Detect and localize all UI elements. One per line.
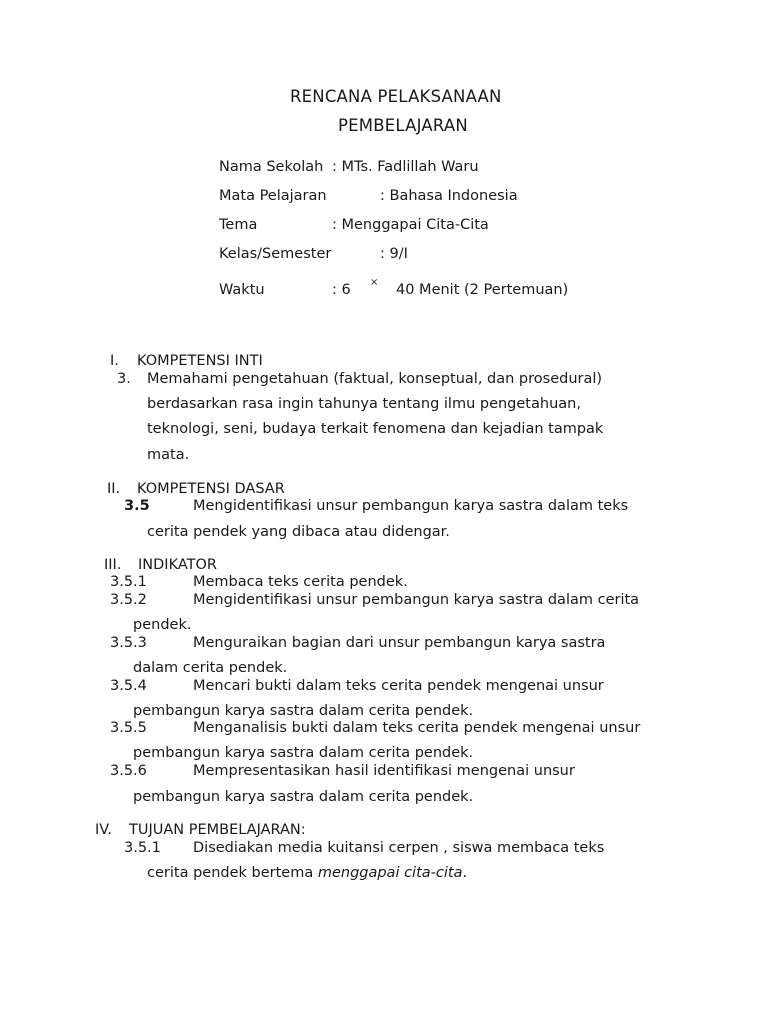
subject-value: : Bahasa Indonesia [380,188,518,204]
indikator-text: Membaca teks cerita pendek. [193,574,408,590]
indikator-text: Mempresentasikan hasil identifikasi mengenai unsur [193,763,575,779]
title-line-1: RENCANA PELAKSANAAN [290,87,502,106]
section1-heading: KOMPETENSI INTI [137,353,263,369]
section3-heading: INDIKATOR [138,557,217,573]
school-label: Nama Sekolah [219,159,324,175]
section1-line: teknologi, seni, budaya terkait fenomena dan kejadian tampak [147,421,604,437]
indikator-text-cont: pembangun karya sastra dalam cerita pendek. [133,745,474,761]
theme-value: : Menggapai Cita-Cita [332,217,489,233]
section4-item-number: 3.5.1 [124,840,161,856]
section4-line-2-plain: cerita pendek bertema [147,865,318,881]
section2-number: II. [107,481,121,497]
section4-line-2 [147,864,467,882]
time-value-b: 40 Menit (2 Pertemuan) [396,282,569,298]
class-value: : 9/I [380,246,408,262]
section4-line-2-italic: menggapai cita-cita [317,865,463,881]
section4-line: Disediakan media kuitansi cerpen , siswa membaca teks [193,840,605,856]
times-symbol: × [370,277,379,288]
section4-heading: TUJUAN PEMBELAJARAN: [129,822,306,838]
title-line-2: PEMBELAJARAN [338,116,468,135]
indikator-text-cont: dalam cerita pendek. [133,660,288,676]
indikator-number: 3.5.4 [110,678,147,694]
section2-item-number: 3.5 [124,498,150,514]
section3-number: III. [104,557,122,573]
indikator-text-cont: pendek. [133,617,192,633]
section1-line: berdasarkan rasa ingin tahunya tentang ilmu pengetahuan, [147,396,581,412]
section1-line: Memahami pengetahuan (faktual, konseptual, dan prosedural) [147,371,603,387]
time-value-a: : 6 [332,282,351,298]
section1-number: I. [110,353,119,369]
section2-heading: KOMPETENSI DASAR [137,481,285,497]
section1-line: mata. [147,447,190,463]
indikator-number: 3.5.3 [110,635,147,651]
subject-label: Mata Pelajaran [219,188,327,204]
indikator-number: 3.5.1 [110,574,147,590]
time-label: Waktu [219,282,265,298]
indikator-text-cont: pembangun karya sastra dalam cerita pendek. [133,703,474,719]
school-value: : MTs. Fadlillah Waru [332,159,479,175]
indikator-text: Mengidentifikasi unsur pembangun karya sastra dalam cerita [193,592,640,608]
section2-line: Mengidentifikasi unsur pembangun karya sastra dalam teks [193,498,629,514]
indikator-text: Mencari bukti dalam teks cerita pendek mengenai unsur [193,678,604,694]
theme-label: Tema [219,217,258,233]
indikator-text-cont: pembangun karya sastra dalam cerita pendek. [133,789,474,805]
section4-number: IV. [95,822,112,838]
section4-line-2-end: . [462,865,468,881]
indikator-number: 3.5.6 [110,763,147,779]
section2-line: cerita pendek yang dibaca atau didengar. [147,524,450,540]
section1-item-number: 3. [117,371,131,387]
indikator-text: Menganalisis bukti dalam teks cerita pendek mengenai unsur [193,720,641,736]
indikator-number: 3.5.5 [110,720,147,736]
indikator-number: 3.5.2 [110,592,147,608]
class-label: Kelas/Semester [219,246,332,262]
indikator-text: Menguraikan bagian dari unsur pembangun karya sastra [193,635,606,651]
